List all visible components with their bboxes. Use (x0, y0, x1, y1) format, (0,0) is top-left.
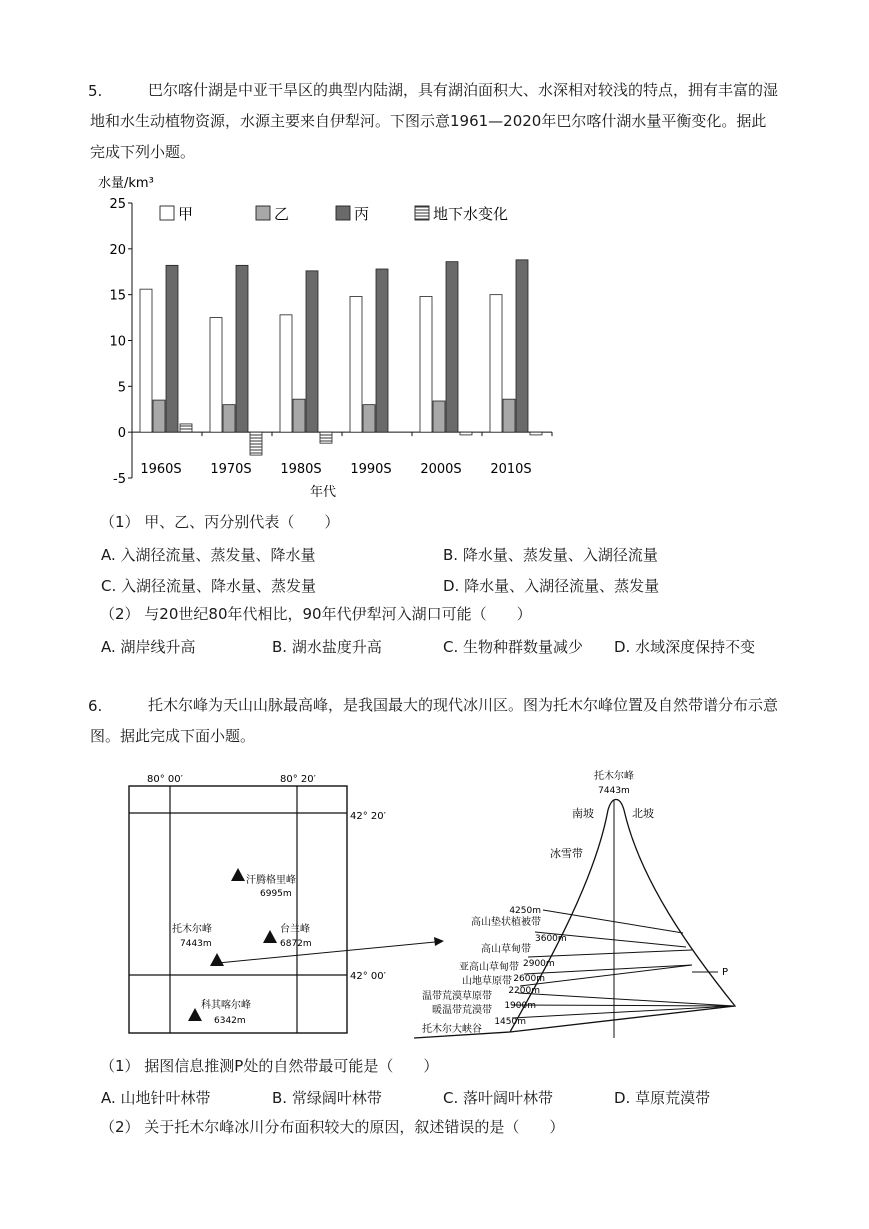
bar-4-2010s (530, 432, 542, 435)
profile-peak-name: 托木尔峰 (594, 771, 634, 782)
peak-triangle-icon (231, 868, 245, 881)
q6-sub1-option-c[interactable]: C. 落叶阔叶林带 (443, 1089, 554, 1107)
y-axis-label: 水量/km³ (98, 176, 154, 191)
peak-triangle-icon (188, 1008, 202, 1021)
zone-name: 高山草甸带 (481, 944, 531, 955)
longitude-label-2: 80° 20′ (280, 774, 316, 785)
question-6-number: 6. (88, 697, 103, 715)
bar-3-2000s (446, 262, 458, 433)
q6-sub1-option-d[interactable]: D. 草原荒漠带 (614, 1089, 711, 1107)
q6-sub2-stem: （2） 关于托木尔峰冰川分布面积较大的原因，叙述错误的是（ ） (100, 1118, 565, 1136)
peak-name-kokjar: 科其喀尔峰 (201, 1000, 251, 1011)
zone-elev: 4250m (509, 906, 541, 916)
x-tick-label: 1990S (350, 462, 392, 477)
legend-swatch (415, 206, 429, 220)
zone-name: 山地草原带 (462, 976, 512, 987)
bar-2-2000s (433, 401, 445, 432)
y-tick-label: -5 (113, 472, 126, 487)
bar-1-1970s (210, 318, 222, 433)
zone-name: 温带荒漠草原带 (422, 991, 492, 1002)
y-tick-label: 25 (109, 197, 126, 212)
q6-sub1-option-b[interactable]: B. 常绿阔叶林带 (272, 1089, 382, 1107)
zone-elev: 1900m (504, 1001, 536, 1011)
bar-1-2000s (420, 297, 432, 433)
bar-4-1980s (320, 432, 332, 443)
y-tick-label: 5 (117, 380, 126, 396)
snow-zone-label: 冰雪带 (550, 847, 583, 860)
question-6-line-1: 托木尔峰为天山山脉最高峰，是我国最大的现代冰川区。图为托木尔峰位置及自然带谱分布示意 (148, 696, 779, 714)
zone-elev: 2900m (523, 959, 555, 969)
bar-2-1980s (293, 399, 305, 432)
bar-1-1980s (280, 315, 292, 432)
peak-elev-tomur: 7443m (180, 939, 212, 949)
bar-1-1990s (350, 297, 362, 433)
peak-name-khan-tengri: 汗腾格里峰 (246, 875, 296, 886)
p-label: P (722, 967, 729, 978)
zone-elev: 3600m (535, 934, 567, 944)
question-5-line-2: 地和水生动植物资源，水源主要来自伊犁河。下图示意1961—2020年巴尔喀什湖水量平衡变化。据此 (90, 112, 767, 130)
bar-3-1960s (166, 265, 178, 432)
longitude-label-1: 80° 00′ (147, 774, 183, 785)
peak-elev-kokjar: 6342m (214, 1016, 246, 1026)
bar-3-1970s (236, 265, 248, 432)
bar-4-1970s (250, 432, 262, 455)
zone-elev: 2200m (508, 986, 540, 996)
water-balance-chart (0, 170, 869, 510)
zone-name: 托木尔大峡谷 (422, 1024, 482, 1035)
bar-2-1990s (363, 405, 375, 433)
latitude-label-1: 42° 20′ (350, 811, 386, 822)
question-6-line-2: 图。据此完成下面小题。 (90, 727, 256, 745)
y-tick-label: 20 (109, 242, 126, 258)
x-tick-label: 1980S (280, 462, 322, 477)
q6-sub1-stem: （1） 据图信息推测P处的自然带最可能是（ ） (100, 1057, 439, 1075)
q5-sub1-option-d[interactable]: D. 降水量、入湖径流量、蒸发量 (443, 577, 660, 595)
q5-sub2-option-c[interactable]: C. 生物种群数量减少 (443, 638, 584, 656)
q5-sub2-option-a[interactable]: A. 湖岸线升高 (101, 638, 196, 656)
q5-sub1-option-a[interactable]: A. 入湖径流量、蒸发量、降水量 (101, 546, 316, 564)
q5-sub2-option-d[interactable]: D. 水域深度保持不变 (614, 638, 756, 656)
peak-elev-khan-tengri: 6995m (260, 889, 292, 899)
latitude-label-2: 42° 00′ (350, 971, 386, 982)
zone-elev: 2600m (513, 974, 545, 984)
x-tick-label: 1960S (140, 462, 182, 477)
zone-name: 高山垫状植被带 (471, 917, 541, 928)
legend-swatch (336, 206, 350, 220)
bar-1-1960s (140, 289, 152, 432)
bar-2-2010s (503, 399, 515, 432)
peak-name-tailan: 台兰峰 (280, 924, 310, 935)
legend-swatch (256, 206, 270, 220)
legend-label: 甲 (178, 205, 194, 223)
q5-sub1-stem: （1） 甲、乙、丙分别代表（ ） (100, 513, 340, 531)
mountain-outline (414, 800, 735, 1039)
bar-4-2000s (460, 432, 472, 435)
y-tick-label: 15 (109, 288, 126, 304)
legend-label: 地下水变化 (433, 205, 509, 223)
zone-elev: 1450m (494, 1017, 526, 1027)
q5-sub1-option-c[interactable]: C. 入湖径流量、降水量、蒸发量 (101, 577, 317, 595)
legend-label: 乙 (274, 205, 290, 223)
x-axis-label: 年代 (309, 485, 337, 500)
profile-peak-elev: 7443m (598, 786, 630, 796)
legend-swatch (160, 206, 174, 220)
q5-sub1-option-b[interactable]: B. 降水量、蒸发量、入湖径流量 (443, 546, 658, 564)
legend-label: 丙 (354, 205, 370, 223)
y-tick-label: 0 (117, 426, 126, 442)
zone-name: 暖温带荒漠带 (432, 1005, 492, 1016)
bar-2-1970s (223, 405, 235, 433)
bar-3-1980s (306, 271, 318, 432)
q5-sub2-option-b[interactable]: B. 湖水盐度升高 (272, 638, 382, 656)
natural-zone-profile (400, 760, 760, 1050)
x-tick-label: 2010S (490, 462, 532, 477)
question-5-number: 5. (88, 82, 103, 100)
bar-2-1960s (153, 400, 165, 432)
question-5-line-3: 完成下列小题。 (90, 143, 196, 161)
north-slope-label: 北坡 (632, 807, 654, 820)
bar-1-2010s (490, 295, 502, 433)
q6-sub1-option-a[interactable]: A. 山地针叶林带 (101, 1089, 211, 1107)
q5-sub2-stem: （2） 与20世纪80年代相比，90年代伊犁河入湖口可能（ ） (100, 605, 532, 623)
x-tick-label: 1970S (210, 462, 252, 477)
x-tick-label: 2000S (420, 462, 462, 477)
zone-name: 亚高山草甸带 (459, 962, 519, 973)
y-tick-label: 10 (109, 334, 126, 350)
peak-name-tomur: 托木尔峰 (172, 924, 212, 935)
bar-3-2010s (516, 260, 528, 432)
bar-3-1990s (376, 269, 388, 432)
peak-elev-tailan: 6872m (280, 939, 312, 949)
tomur-location-map (100, 765, 420, 1055)
south-slope-label: 南坡 (572, 807, 594, 820)
bar-4-1960s (180, 424, 192, 432)
question-5-line-1: 巴尔喀什湖是中亚干旱区的典型内陆湖，具有湖泊面积大、水深相对较浅的特点，拥有丰富的湿 (148, 81, 779, 99)
